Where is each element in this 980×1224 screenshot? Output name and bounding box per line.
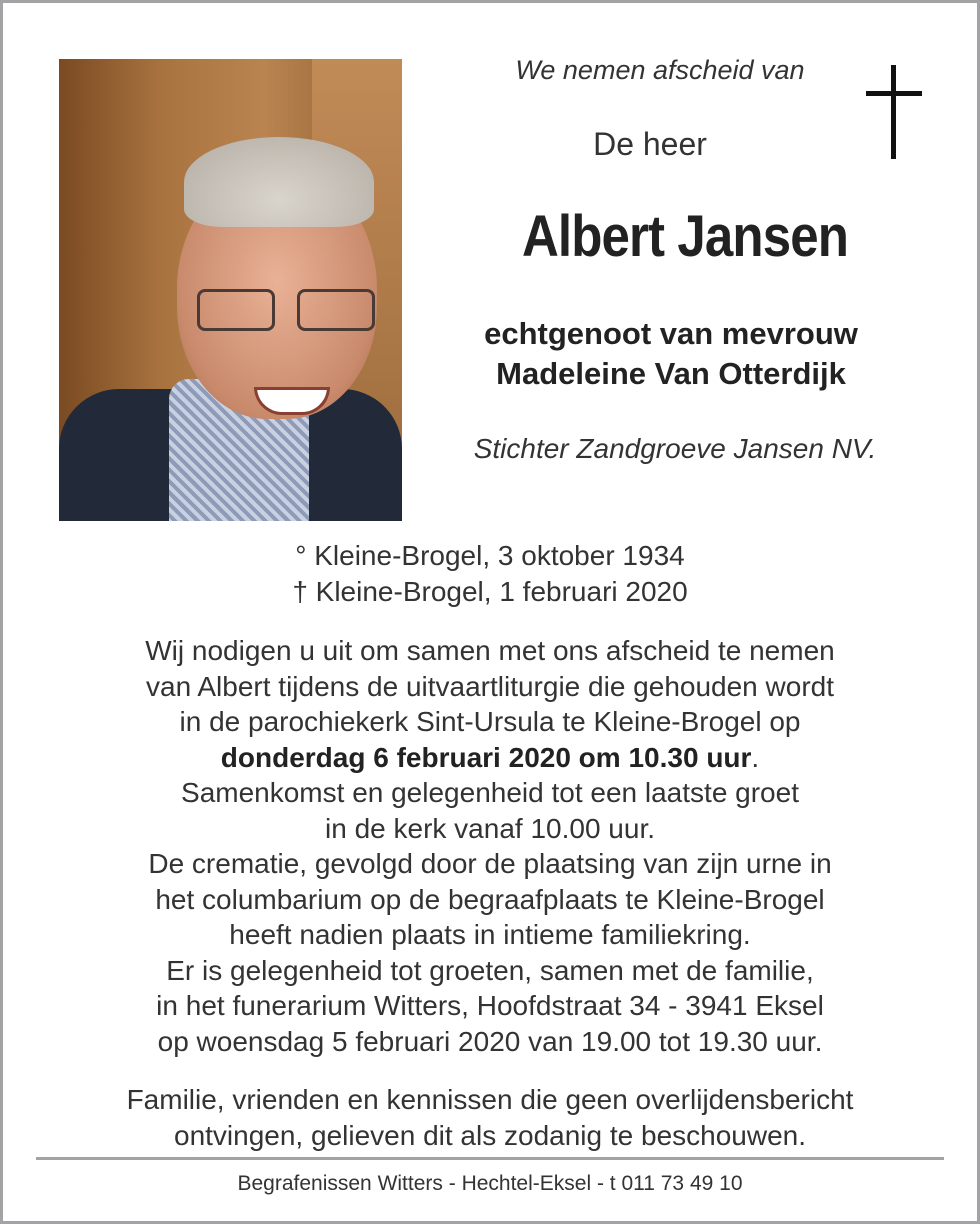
- honorific: De heer: [593, 126, 707, 162]
- birth-line: ° Kleine-Brogel, 3 oktober 1934: [295, 540, 685, 571]
- spouse-line-1: echtgenoot van mevrouw: [484, 316, 858, 351]
- cross-icon: [866, 65, 922, 159]
- death-line: † Kleine-Brogel, 1 februari 2020: [292, 576, 688, 607]
- body-line: in het funerarium Witters, Hoofdstraat 34 - 3941 Eksel: [156, 990, 824, 1021]
- funeral-datetime: donderdag 6 februari 2020 om 10.30 uur: [220, 741, 752, 773]
- intro-text: We nemen afscheid van: [515, 55, 805, 85]
- body-line: het columbarium op de begraafplaats te Kleine-Brogel: [155, 883, 825, 915]
- role-text: Stichter Zandgroeve Jansen NV.: [473, 433, 877, 464]
- closing-text: [0, 1082, 980, 1153]
- body-line: op woensdag 5 februari 2020 van 19.00 tot 19.30 uur.: [157, 1025, 823, 1057]
- divider: [36, 1157, 944, 1160]
- body-line: in de kerk vanaf 10.00 uur.: [325, 812, 655, 844]
- body-line: De crematie, gevolgd door de plaatsing van zijn urne in: [148, 848, 832, 879]
- footer-text: Begrafenissen Witters - Hechtel-Eksel - t 011 73 49 10: [237, 1172, 743, 1195]
- spouse-info: [440, 314, 902, 394]
- spouse-line-2: Madeleine Van Otterdijk: [496, 356, 846, 391]
- body-line-date: [0, 740, 980, 776]
- closing-line: ontvingen, gelieven dit als zodanig te beschouwen.: [174, 1119, 806, 1151]
- body-line: Er is gelegenheid tot groeten, samen met de familie,: [166, 954, 814, 986]
- closing-line: Familie, vrienden en kennissen die geen overlijdensbericht: [126, 1084, 854, 1115]
- dates: [0, 538, 980, 610]
- body-line: heeft nadien plaats in intieme familiekring.: [229, 919, 751, 950]
- invitation-text: [0, 633, 980, 1059]
- deceased-name: Albert Jansen: [521, 204, 849, 269]
- body-line: Wij nodigen u uit om samen met ons afscheid te nemen: [145, 635, 835, 666]
- body-line: van Albert tijdens de uitvaartliturgie die gehouden wordt: [146, 670, 834, 702]
- portrait-photo: [59, 59, 402, 521]
- body-line: Samenkomst en gelegenheid tot een laatste groet: [181, 777, 799, 808]
- period: .: [751, 741, 760, 773]
- body-line: in de parochiekerk Sint-Ursula te Kleine-Brogel op: [179, 706, 801, 737]
